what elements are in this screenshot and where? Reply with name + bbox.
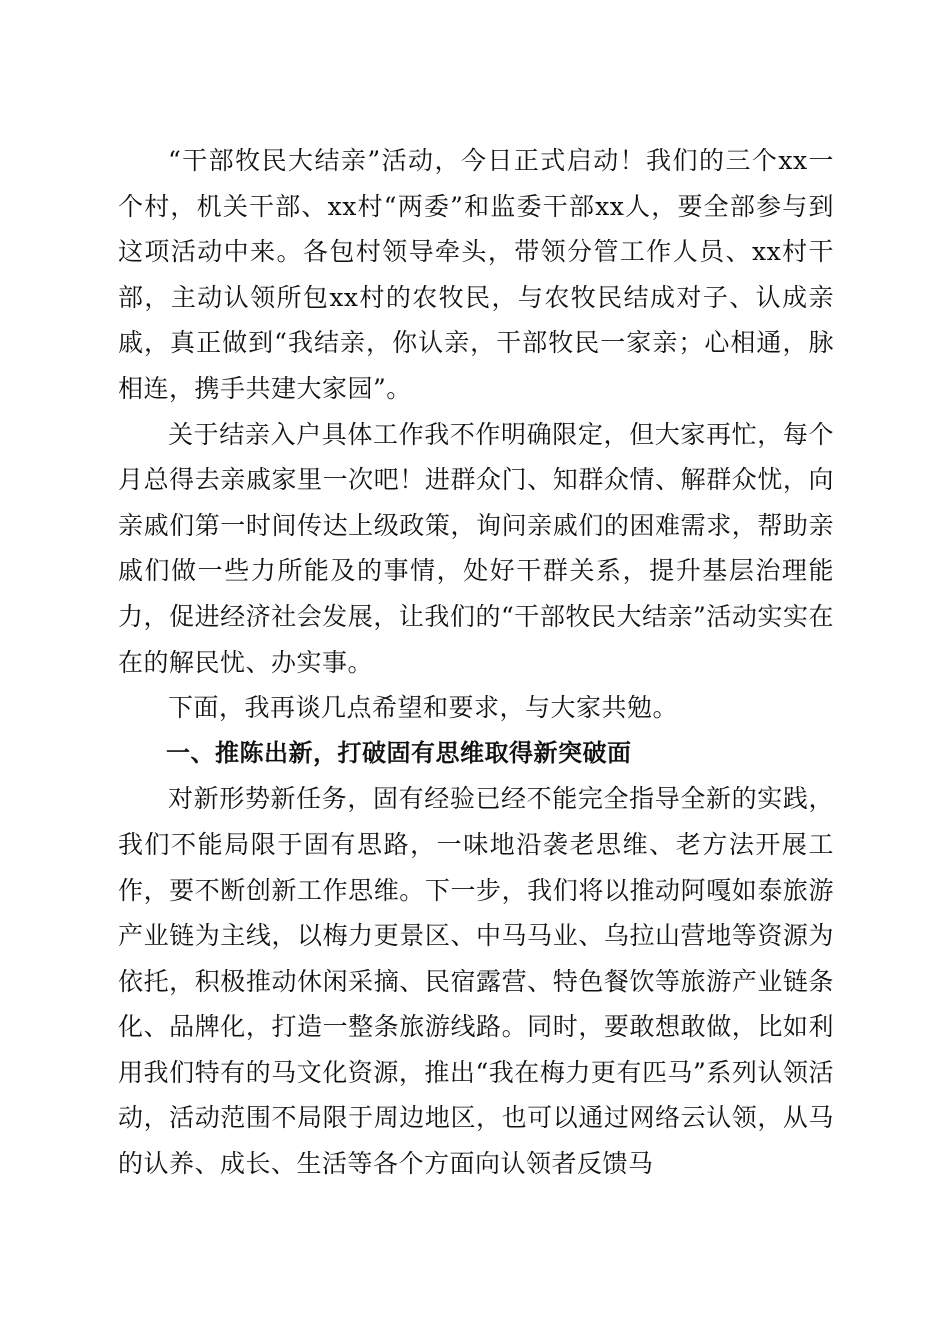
paragraph-expectations: 下面，我再谈几点希望和要求，与大家共勉。 [168,693,679,723]
paragraph-innovation: 对新形势新任务，固有经验已经不能完全指导全新的实践，我们不能局限于固有思路，一味地沿袭老思维、老方法开展工作，要不断创新工作思维。下一步，我们将以推动阿嘎如泰旅游产业链为主线，以梅力更景区、中马马业、乌拉山营地等资源为依托，积极推动休闲采摘、民宿露营、特色餐饮等旅游产业链条化、品牌化，打造一整条旅游线路。同时，要敢想敢做，比如利用我们特有的马文化资源，推出“我在梅力更有匹马”系列认领活动，活动范围不局限于周边地区，也可以通过网络云认领，从马的认养、成长、生活等各个方面向认领者反馈马 [118,784,834,1179]
paragraph-visit-relatives: 关于结亲入户具体工作我不作明确限定，但大家再忙，每个月总得去亲戚家里一次吧！进群众门、知群众情、解群众忧，向亲戚们第一时间传达上级政策，询问亲戚们的困难需求，帮助亲戚们做一些力所能及的事情，处好干群关系，提升基层治理能力，促进经济社会发展，让我们的“干部牧民大结亲”活动实实在在的解民忧、办实事。 [118,419,834,677]
paragraph-activity-launch: “干部牧民大结亲”活动，今日正式启动！我们的三个xx一个村，机关干部、xx村“两委”和监委干部xx人，要全部参与到这项活动中来。各包村领导牵头，带领分管工作人员、xx村干部，主动认领所包xx村的农牧民，与农牧民结成对子、认成亲戚，真正做到“我结亲，你认亲，干部牧民一家亲；心相通，脉相连，携手共建大家园”。 [118,146,834,403]
section-heading: 一、推陈出新，打破固有思维取得新突破面 [166,738,632,767]
document-body [118,138,834,1187]
